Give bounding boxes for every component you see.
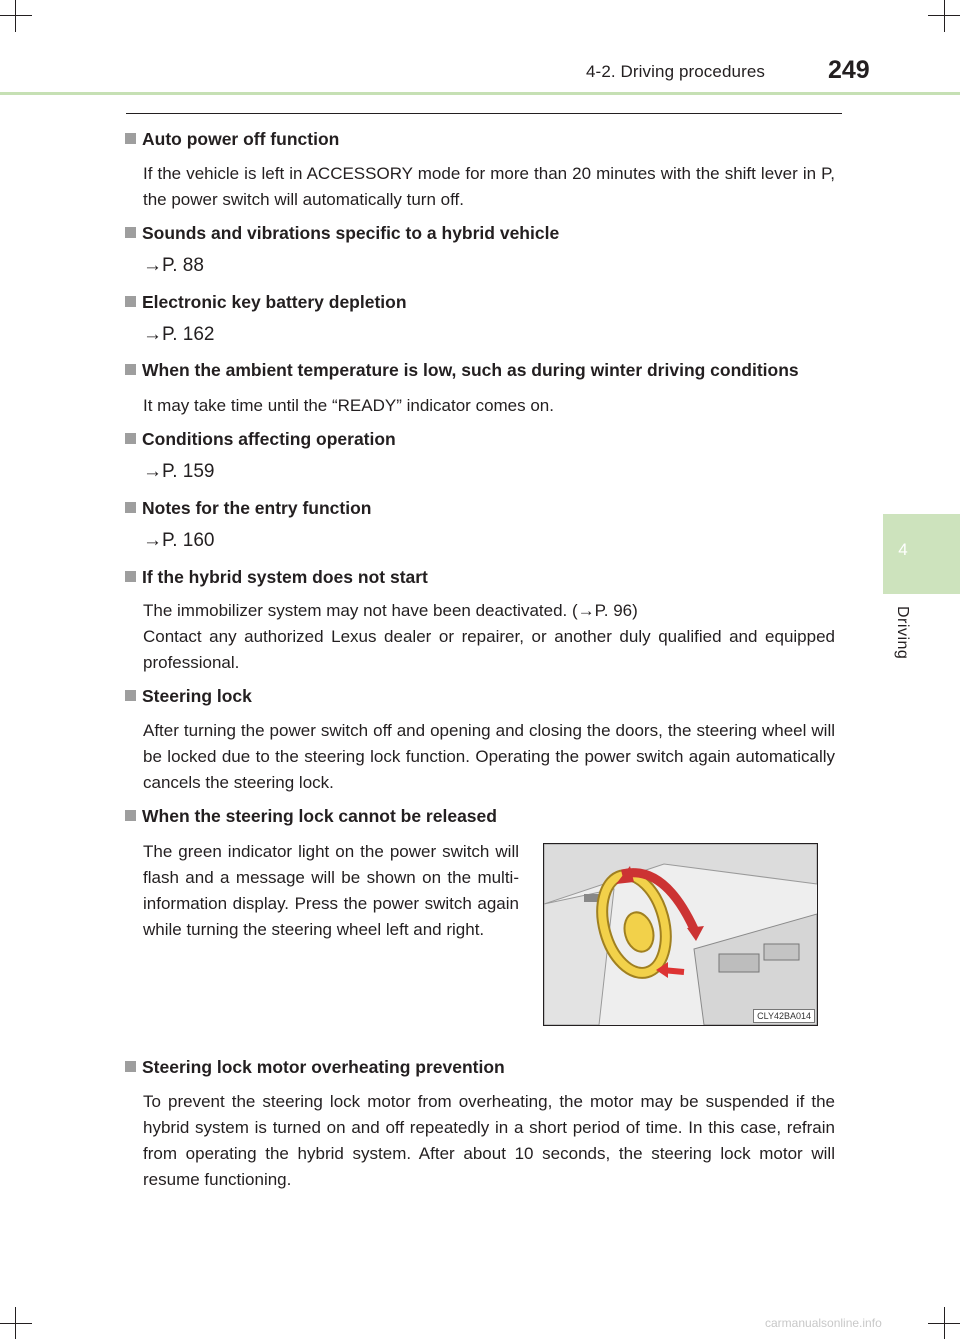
header-divider bbox=[0, 92, 960, 95]
square-bullet-icon bbox=[125, 133, 136, 144]
square-bullet-icon bbox=[125, 571, 136, 582]
chapter-tab-label: Driving bbox=[894, 606, 911, 660]
square-bullet-icon bbox=[125, 1061, 136, 1072]
square-bullet-icon bbox=[125, 433, 136, 444]
crop-mark bbox=[15, 0, 16, 32]
square-bullet-icon bbox=[125, 364, 136, 375]
section-heading: Steering lock bbox=[125, 686, 252, 707]
square-bullet-icon bbox=[125, 296, 136, 307]
watermark: carmanualsonline.info bbox=[765, 1316, 882, 1330]
square-bullet-icon bbox=[125, 690, 136, 701]
crop-mark bbox=[928, 1323, 960, 1324]
section-body: Contact any authorized Lexus dealer or repairer, or another duly qualified and equipped professional. bbox=[143, 627, 835, 672]
crop-mark bbox=[944, 0, 945, 32]
section-heading: Conditions affecting operation bbox=[125, 429, 396, 450]
steering-wheel-figure bbox=[543, 843, 818, 1026]
section-heading: Steering lock motor overheating prevention bbox=[125, 1057, 505, 1078]
square-bullet-icon bbox=[125, 502, 136, 513]
section-heading: Auto power off function bbox=[125, 129, 339, 150]
chapter-tab-number: 4 bbox=[898, 540, 908, 559]
section-body: If the vehicle is left in ACCESSORY mode for more than 20 minutes with the shift lever in P, the power switch will automatically turn off. bbox=[143, 164, 835, 209]
crop-mark bbox=[928, 15, 960, 16]
page-reference: →P. 159 bbox=[143, 461, 215, 482]
crop-mark bbox=[0, 1323, 32, 1324]
section-body: The immobilizer system may not have been deactivated. (→P. 96) bbox=[143, 601, 638, 620]
section-heading: Sounds and vibrations specific to a hybrid vehicle bbox=[125, 223, 559, 244]
section-body: The green indicator light on the power switch will flash and a message will be shown on the multi-information display. Press the power switch again while turning the steering wheel left and right. bbox=[143, 842, 519, 939]
page-reference: →P. 160 bbox=[143, 530, 215, 551]
figure-code: CLY42BA014 bbox=[753, 1009, 815, 1023]
section-heading: If the hybrid system does not start bbox=[125, 567, 428, 588]
content-top-rule bbox=[126, 113, 842, 114]
square-bullet-icon bbox=[125, 810, 136, 821]
steering-wheel-illustration-icon bbox=[544, 844, 817, 1025]
section-heading: Electronic key battery depletion bbox=[125, 292, 407, 313]
section-body: After turning the power switch off and opening and closing the doors, the steering wheel will be locked due to the steering lock function. Operating the power switch again automatically cancels the steering lock. bbox=[143, 721, 835, 792]
section-body: To prevent the steering lock motor from overheating, the motor may be suspended if the hybrid system is turned on and off repeatedly in a short period of time. In this case, refrain from operating the hybrid system. After about 10 seconds, the steering lock motor will resume functioning. bbox=[143, 1092, 835, 1189]
section-heading: When the steering lock cannot be released bbox=[125, 806, 497, 827]
section-heading: Notes for the entry function bbox=[125, 498, 371, 519]
page-reference: →P. 88 bbox=[143, 255, 204, 276]
section-body: It may take time until the “READY” indicator comes on. bbox=[143, 396, 554, 415]
page-reference: →P. 162 bbox=[143, 324, 215, 345]
page-number: 249 bbox=[828, 56, 870, 84]
header-section-title: 4-2. Driving procedures bbox=[586, 62, 765, 81]
section-heading: When the ambient temperature is low, such as during winter driving conditions bbox=[125, 360, 799, 381]
crop-mark bbox=[0, 15, 32, 16]
square-bullet-icon bbox=[125, 227, 136, 238]
